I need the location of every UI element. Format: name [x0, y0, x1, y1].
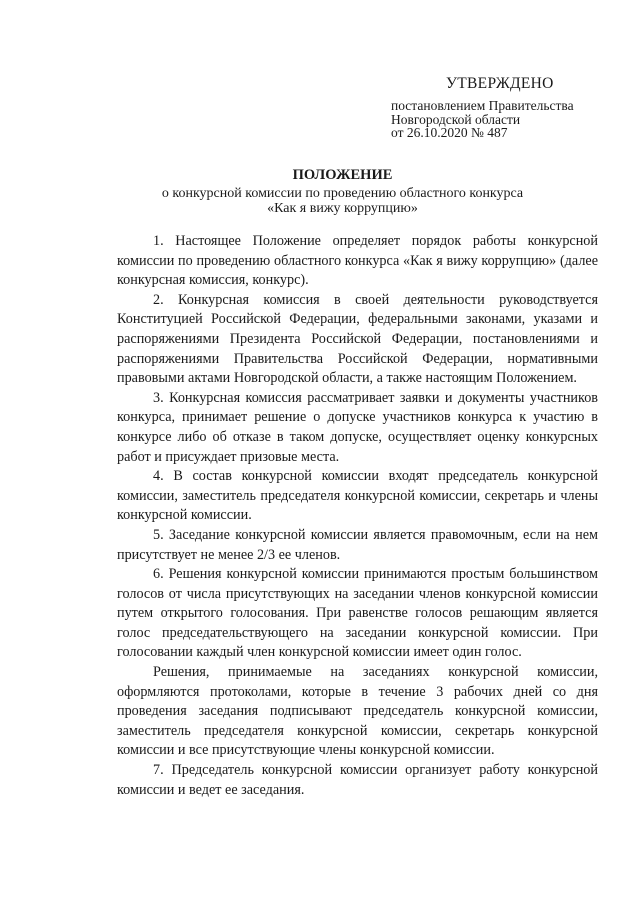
document-subtitle-line-2: «Как я вижу коррупцию» [267, 201, 418, 216]
approval-block [391, 74, 621, 140]
paragraph-6: 6. Решения конкурсной комиссии принимаются простым большинством голосов от числа присутствующих на заседании членов конкурсной комиссии путем открытого голосования. При равенстве голосов решающим является голос председательствующего на заседании конкурсной комиссии. При голосовании каждый член конкурсной комиссии имеет один голос. [117, 566, 598, 661]
document-body [117, 232, 598, 800]
approval-line-date-number: от 26.10.2020 № 487 [391, 125, 508, 140]
document-subtitle-line-1: о конкурсной комиссии по проведению областного конкурса [161, 186, 524, 201]
approval-line-region: Новгородской области [391, 111, 521, 127]
paragraph-1: 1. Настоящее Положение определяет порядок работы конкурсной комиссии по проведению областного конкурса «Как я вижу коррупцию» (далее конкурсная комиссия, конкурс). [117, 233, 598, 289]
paragraph-5: 5. Заседание конкурсной комиссии является правомочным, если на нем присутствует не менее 2/3 ее членов. [117, 526, 598, 563]
paragraph-7: 7. Председатель конкурсной комиссии организует работу конкурсной комиссии и ведет ее заседания. [117, 762, 598, 798]
paragraph-6-decisions: Решения, принимаемые на заседаниях конкурсной комиссии, оформляются протоколами, которые в течение 3 рабочих дней со дня проведения заседания подписывают председатель конкурсной комиссии, заместитель председателя конкурсной комиссии, секретарь конкурсной комиссии и все присутствующие члены конкурсной комиссии. [117, 664, 598, 759]
approval-line-resolution: постановлением Правительства [391, 98, 574, 113]
paragraph-3: 3. Конкурсная комиссия рассматривает заявки и документы участников конкурса, принимает решение о допуске участников конкурса к участию в конкурсе либо об отказе в таком допуске, осуществляет оценку конкурсных работ и присуждает призовые места. [117, 389, 598, 465]
document-title: ПОЛОЖЕНИЕ [292, 167, 393, 183]
document-subtitle [45, 186, 640, 216]
paragraph-4: 4. В состав конкурсной комиссии входят председатель конкурсной комиссии, заместитель председателя конкурсной комиссии, секретарь и члены конкурсной комиссии. [117, 468, 598, 524]
paragraph-2: 2. Конкурсная комиссия в своей деятельности руководствуется Конституцией Российской Федерации, федеральными законами, указами и распоряжениями Президента Российской Федерации, постановлениями и распоряжениями Правительства Российской Федерации, нормативными правовыми актами Новгородской области, а также настоящим Положением. [117, 291, 598, 387]
approval-title: УТВЕРЖДЕНО [446, 75, 554, 92]
